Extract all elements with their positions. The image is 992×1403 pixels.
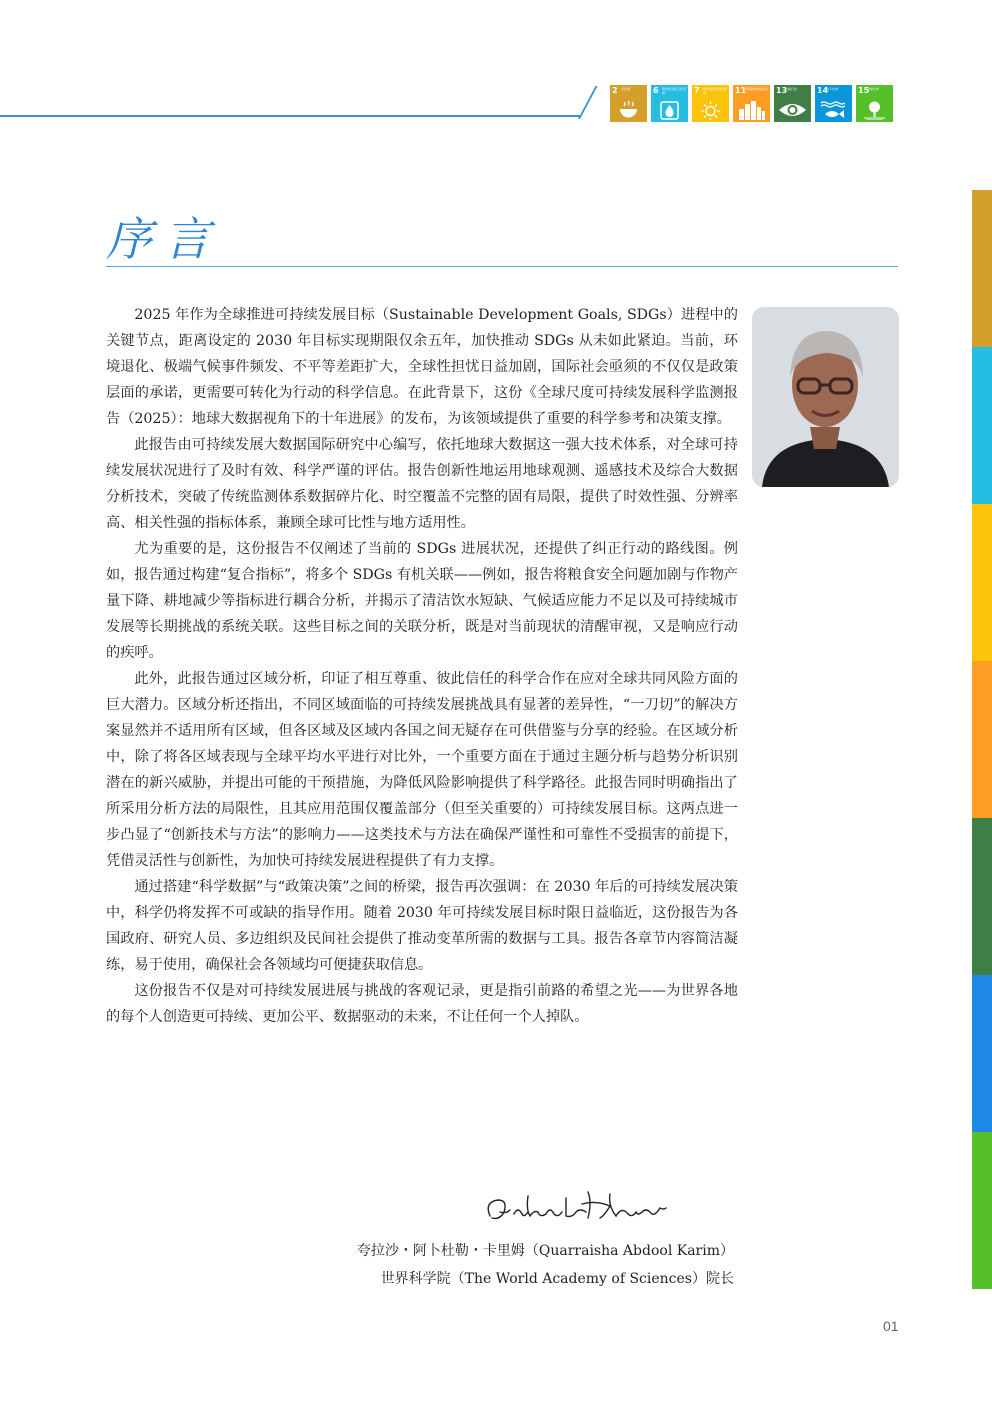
sdg-number: 14 <box>817 86 829 95</box>
page-title: 序言 <box>106 212 222 266</box>
handwritten-signature <box>480 1186 710 1234</box>
sdg-number: 2 <box>612 86 618 95</box>
sun-icon <box>692 100 729 120</box>
sdg-number: 6 <box>653 86 659 95</box>
tree-icon <box>856 100 893 120</box>
header-rule <box>0 115 580 117</box>
sidebar-segment <box>972 661 992 818</box>
sdg-tile-7 <box>692 85 729 122</box>
sdg-icon-strip <box>610 85 893 122</box>
paragraph-1: 2025 年作为全球推进可持续发展目标（Sustainable Development Goals, SDGs）进程中的关键节点，距离设定的 2030 年目标实现期限仅余五年，加快推动 SDGs 从未如此紧迫。当前，环境退化、极端气候事件频发、不平等差距扩大，全球性担忧日益加剧，国际社会亟须的不仅仅是政策层面的承诺，更需要可转化为行动的科学信息。在此背景下，这份《全球尺度可持续发展科学监测报告（2025）：地球大数据视角下的十年进展》的发布，为该领域提供了重要的科学参考和决策支撑。 <box>106 307 738 427</box>
sdg-label: 清洁饮水和卫生设施 <box>662 87 687 95</box>
author-portrait <box>752 307 899 487</box>
sidebar-segment <box>972 504 992 661</box>
sdg-label: 零饥饿 <box>621 87 631 91</box>
sdg-label: 气候行动 <box>785 87 798 91</box>
paragraph-3: 尤为重要的是，这份报告不仅阐述了当前的 SDGs 进展状况，还提供了纠正行动的路线图。例如，报告通过构建“复合指标”，将多个 SDGs 有机关联——例如，报告将粮食安全问题加剧与作物产量下降、耕地减少等指标进行耦合分析，并揭示了清洁饮水短缺、气候适应能力不足以及可持续城市发展等长期挑战的系统关联。这些目标之间的关联分析，既是对当前现状的清醒审视，又是响应行动的疾呼。 <box>106 541 738 661</box>
paragraph-6: 这份报告不仅是对可持续发展进展与挑战的客观记录，更是指引前路的希望之光——为世界各地的每个人创造更可持续、更加公平、数据驱动的未来，不让任何一个人掉队。 <box>106 983 738 1025</box>
sdg-tile-2 <box>610 85 647 122</box>
sidebar-segment <box>972 190 992 347</box>
sidebar-segment <box>972 818 992 975</box>
eye-globe-icon <box>774 100 811 120</box>
sdg-number: 13 <box>776 86 788 95</box>
water-drop-icon <box>651 100 688 120</box>
sdg-label: 经济适用的清洁能源 <box>703 87 728 95</box>
color-sidebar <box>972 190 992 1289</box>
title-rule <box>106 266 898 267</box>
sdg-number: 7 <box>694 86 700 95</box>
sdg-number: 15 <box>858 86 870 95</box>
author-title: 世界科学院（The World Academy of Sciences）院长 <box>380 1271 734 1287</box>
sdg-tile-15 <box>856 85 893 122</box>
sdg-label: 可持续城市和社区 <box>744 87 769 91</box>
sidebar-segment <box>972 1132 992 1289</box>
paragraph-5: 通过搭建“科学数据”与“政策决策”之间的桥梁，报告再次强调：在 2030 年后的可持续发展决策中，科学仍将发挥不可或缺的指导作用。随着 2030 年可持续发展目标时限日益临近，这份报告为各国政府、研究人员、多边组织及民间社会提供了推动变革所需的数据与工具。报告各章节内容简洁凝练，易于使用，确保社会各领域均可便捷获取信息。 <box>106 879 738 973</box>
sdg-tile-14 <box>815 85 852 122</box>
sdg-tile-11 <box>733 85 770 122</box>
sdg-label: 陆地生物 <box>867 87 880 91</box>
fish-icon <box>815 100 852 120</box>
page-number: 01 <box>883 1318 899 1334</box>
food-bowl-icon <box>610 100 647 120</box>
portrait-illustration <box>752 307 899 487</box>
preface-body <box>106 302 738 1030</box>
sidebar-segment <box>972 975 992 1132</box>
sdg-number: 11 <box>735 86 747 95</box>
header-slash <box>578 86 598 119</box>
paragraph-4: 此外，此报告通过区域分析，印证了相互尊重、彼此信任的科学合作在应对全球共同风险方面的巨大潜力。区域分析还指出，不同区域面临的可持续发展挑战具有显著的差异性，“一刀切”的解决方案显然并不适用所有区域，但各区域及区域内各国之间无疑存在可供借鉴与分享的经验。在区域分析中，除了将各区域表现与全球平均水平进行对比外，一个重要方面在于通过主题分析与趋势分析识别潜在的新兴威胁，并提出可能的干预措施，为降低风险影响提供了科学路径。此报告同时明确指出了所采用分析方法的局限性，且其应用范围仅覆盖部分（但至关重要的）可持续发展目标。这两点进一步凸显了“创新技术与方法”的影响力——这类技术与方法在确保严谨性和可靠性不受损害的前提下，凭借灵活性与创新性，为加快可持续发展进程提供了有力支撑。 <box>106 671 738 869</box>
city-icon <box>733 100 770 120</box>
sidebar-segment <box>972 347 992 504</box>
sdg-label: 水下生物 <box>826 87 839 91</box>
sdg-tile-13 <box>774 85 811 122</box>
sdg-tile-6 <box>651 85 688 122</box>
paragraph-2: 此报告由可持续发展大数据国际研究中心编写，依托地球大数据这一强大技术体系，对全球可持续发展状况进行了及时有效、科学严谨的评估。报告创新性地运用地球观测、遥感技术及综合大数据分析技术，突破了传统监测体系数据碎片化、时空覆盖不完整的固有局限，提供了时效性强、分辨率高、相关性强的指标体系，兼顾全球可比性与地方适用性。 <box>106 437 738 531</box>
author-name: 夸拉沙・阿卜杜勒・卡里姆（Quarraisha Abdool Karim） <box>356 1243 734 1259</box>
